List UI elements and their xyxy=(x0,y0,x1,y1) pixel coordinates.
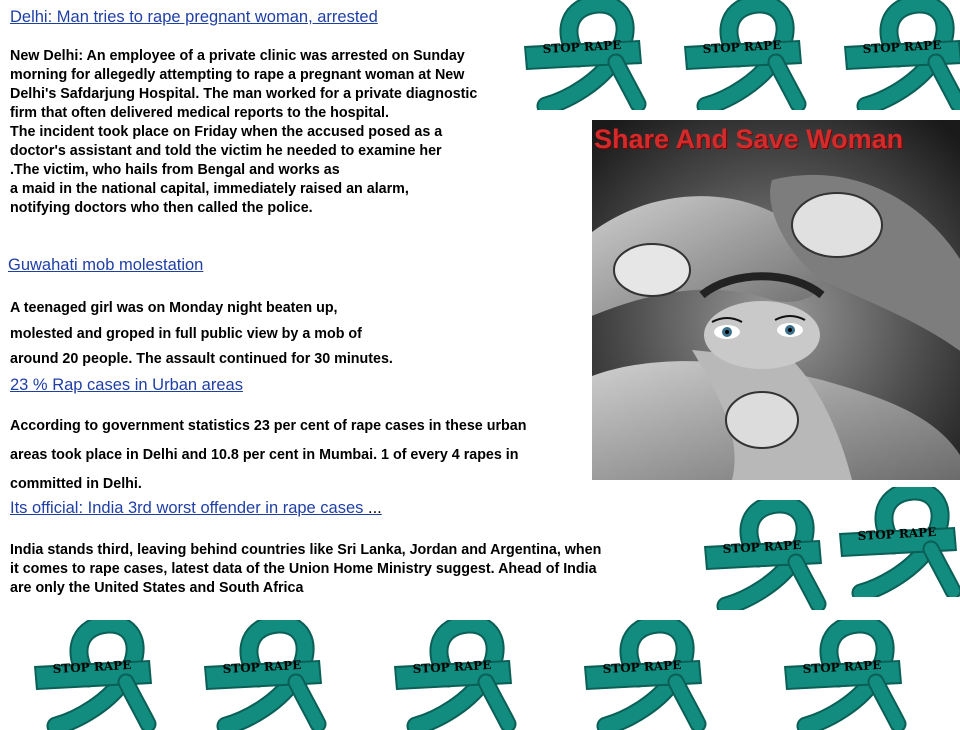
body-line: The incident took place on Friday when the accused posed as a xyxy=(10,124,443,140)
body-line: India stands third, leaving behind countries like Sri Lanka, Jordan and Argentina, when xyxy=(10,542,602,558)
ribbon-label: STOP RAPE xyxy=(542,37,622,57)
ribbon-label: STOP RAPE xyxy=(722,537,802,557)
article-heading-text[interactable]: Delhi: Man tries to rape pregnant woman, arrested xyxy=(10,8,378,26)
stop-rape-ribbon-icon xyxy=(700,500,830,610)
body-line: notifying doctors who then called the police. xyxy=(10,200,313,216)
stop-rape-ribbon-icon xyxy=(680,0,810,110)
body-line: morning for allegedly attempting to rape a pregnant woman at New xyxy=(10,67,465,83)
article-heading-urban[interactable] xyxy=(10,376,243,395)
body-line: A teenaged girl was on Monday night beaten up, xyxy=(10,300,338,316)
body-line: it comes to rape cases, latest data of the Union Home Ministry suggest. Ahead of India xyxy=(10,561,597,577)
body-line: doctor's assistant and told the victim he needed to examine her xyxy=(10,143,442,159)
stop-rape-ribbon-icon xyxy=(840,0,960,110)
body-line: Delhi's Safdarjung Hospital. The man worked for a private diagnostic xyxy=(10,86,478,102)
body-line: .The victim, who hails from Bengal and works as xyxy=(10,162,340,178)
stop-rape-ribbon-icon xyxy=(30,620,160,730)
body-line: According to government statistics 23 per cent of rape cases in these urban xyxy=(10,418,527,434)
article-body-india-rank xyxy=(10,541,601,598)
article-body-urban xyxy=(10,412,526,499)
ribbon-label: STOP RAPE xyxy=(857,524,937,544)
body-line: a maid in the national capital, immediately raised an alarm, xyxy=(10,181,409,197)
body-line: are only the United States and South Africa xyxy=(10,580,304,596)
article-heading-india-rank[interactable] xyxy=(10,499,382,518)
article-body-delhi xyxy=(10,47,477,218)
body-line: areas took place in Delhi and 10.8 per cent in Mumbai. 1 of every 4 rapes in xyxy=(10,447,519,463)
article-body-guwahati xyxy=(10,295,393,372)
photo-caption: Share And Save Woman xyxy=(594,124,904,154)
article-heading-guwahati[interactable] xyxy=(8,256,203,275)
ribbon-label: STOP RAPE xyxy=(702,37,782,57)
ribbon-label: STOP RAPE xyxy=(222,657,302,677)
stop-rape-ribbon-icon xyxy=(835,487,960,597)
stop-rape-ribbon-icon xyxy=(520,0,650,110)
stop-rape-ribbon-icon xyxy=(580,620,710,730)
photo-illustration xyxy=(592,120,960,480)
awareness-photo xyxy=(592,120,960,480)
body-line: molested and groped in full public view by a mob of xyxy=(10,326,362,342)
heading-ellipsis: ... xyxy=(368,499,382,517)
body-line: around 20 people. The assault continued for 30 minutes. xyxy=(10,351,393,367)
body-line: New Delhi: An employee of a private clinic was arrested on Sunday xyxy=(10,48,465,64)
article-heading-text[interactable]: Its official: India 3rd worst offender in rape cases xyxy=(10,499,368,517)
ribbon-label: STOP RAPE xyxy=(862,37,942,57)
ribbon-label: STOP RAPE xyxy=(602,657,682,677)
article-heading-delhi[interactable] xyxy=(10,8,378,27)
ribbon-label: STOP RAPE xyxy=(52,657,132,677)
stop-rape-ribbon-icon xyxy=(390,620,520,730)
stop-rape-ribbon-icon xyxy=(780,620,910,730)
body-line: firm that often delivered medical reports to the hospital. xyxy=(10,105,389,121)
ribbon-label: STOP RAPE xyxy=(802,657,882,677)
ribbon-label: STOP RAPE xyxy=(412,657,492,677)
stop-rape-ribbon-icon xyxy=(200,620,330,730)
article-heading-text[interactable]: 23 % Rap cases in Urban areas xyxy=(10,376,243,394)
article-heading-text[interactable]: Guwahati mob molestation xyxy=(8,256,204,274)
body-line: committed in Delhi. xyxy=(10,476,142,492)
